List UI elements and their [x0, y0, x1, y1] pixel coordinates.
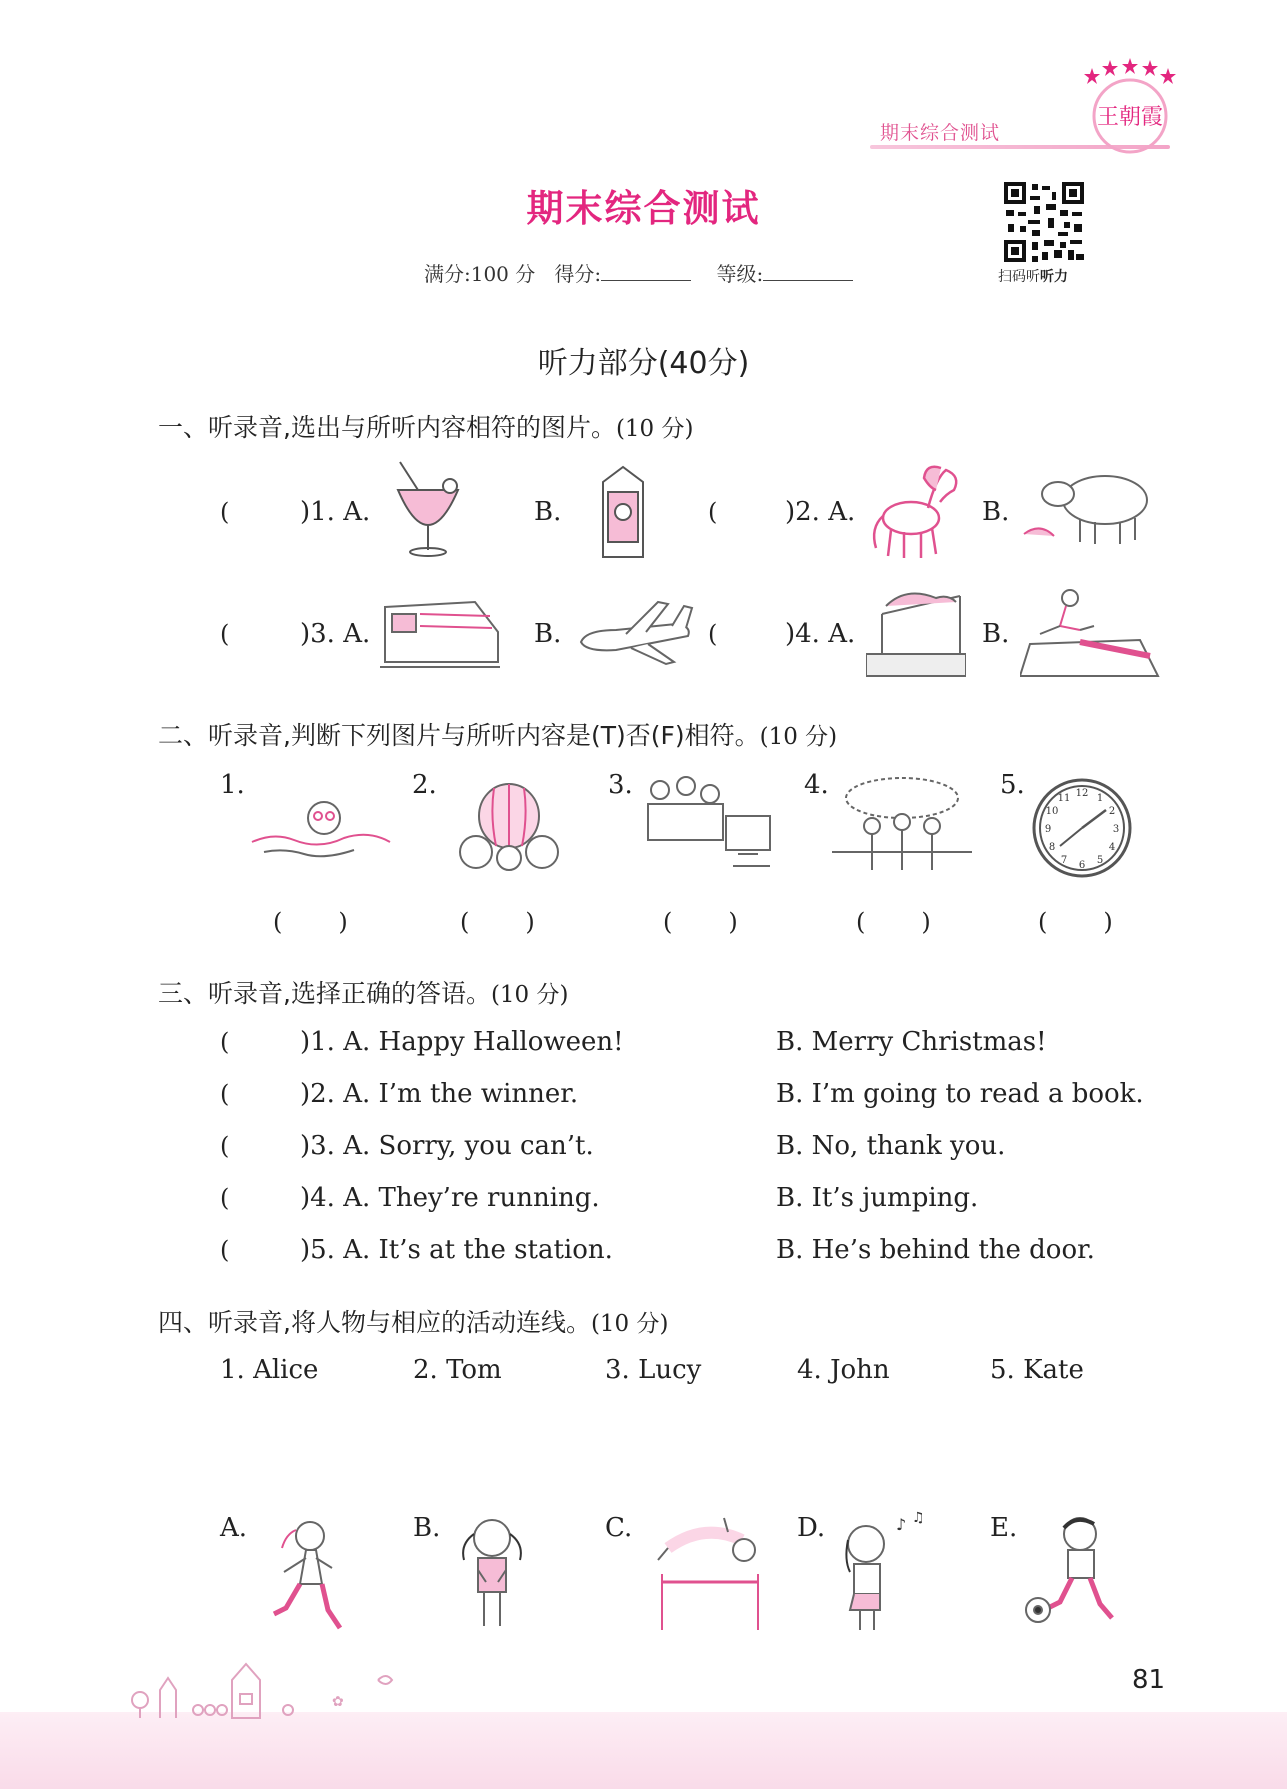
s4-name-3[interactable]: 3. Lucy — [605, 1355, 702, 1385]
s3-q4-a: )4. A. They’re running. — [300, 1183, 600, 1213]
s3-q3-a: )3. A. Sorry, you can’t. — [300, 1131, 594, 1161]
answer-paren-1-1[interactable]: ( — [220, 498, 230, 526]
s1-q4-num: )4. A. — [785, 619, 856, 649]
high-jump-icon — [866, 584, 966, 680]
s4-pic-b-label: B. — [413, 1513, 441, 1543]
svg-text:11: 11 — [1057, 793, 1071, 804]
s1-q3-b: B. — [534, 619, 562, 649]
svg-text:✿: ✿ — [332, 1694, 344, 1710]
s2-q5-num: 5. — [1000, 770, 1025, 800]
s4-pic-a-label: A. — [220, 1513, 248, 1543]
page-title: 期末综合测试 — [526, 186, 761, 230]
score-line — [424, 258, 853, 287]
svg-text:12: 12 — [1075, 788, 1089, 799]
answer-paren-3-2[interactable]: ( — [220, 1080, 230, 1108]
s4-pic-d-label: D. — [797, 1513, 826, 1543]
svg-text:10: 10 — [1045, 806, 1059, 817]
answer-paren-2-2[interactable]: ( ) — [460, 908, 535, 936]
party-group-icon — [832, 774, 972, 874]
s3-q4-b: B. It’s jumping. — [776, 1183, 979, 1213]
s3-q5-a: )5. A. It’s at the station. — [300, 1235, 613, 1265]
score-label: 得分: — [554, 262, 602, 286]
s3-q2-a: )2. A. I’m the winner. — [300, 1079, 579, 1109]
answer-paren-1-3[interactable]: ( — [220, 620, 230, 648]
long-jump-icon — [1020, 586, 1160, 680]
s3-q5-b: B. He’s behind the door. — [776, 1235, 1095, 1265]
milk-carton-icon — [598, 462, 648, 562]
clock-icon — [1030, 776, 1134, 880]
horse-icon — [866, 458, 966, 563]
answer-paren-3-4[interactable]: ( — [220, 1184, 230, 1212]
s3-q1-b: B. Merry Christmas! — [776, 1027, 1047, 1057]
s4-pic-e-label: E. — [990, 1513, 1018, 1543]
girl-standing-icon[interactable] — [450, 1514, 534, 1634]
section-2-title: 二、听录音,判断下列图片与所听内容是(T)否(F)相符。(10 分) — [158, 721, 838, 750]
s4-name-2[interactable]: 2. Tom — [413, 1355, 502, 1385]
grade-label: 等级: — [716, 262, 764, 286]
airplane-icon — [576, 594, 696, 670]
juice-glass-icon — [388, 460, 468, 560]
s2-q1-num: 1. — [220, 770, 245, 800]
svg-text:2: 2 — [1108, 806, 1116, 817]
swimmer-icon — [244, 792, 394, 872]
svg-text:9: 9 — [1044, 824, 1052, 835]
s3-q1-a: )1. A. Happy Halloween! — [300, 1027, 624, 1057]
s1-q1-b: B. — [534, 497, 562, 527]
answer-paren-2-4[interactable]: ( ) — [856, 908, 931, 936]
qr-code-icon[interactable] — [1004, 182, 1084, 262]
family-tv-icon — [638, 774, 778, 874]
boy-football-icon[interactable] — [1020, 1512, 1124, 1628]
footer-band — [0, 1712, 1287, 1789]
svg-text:♪: ♪ — [896, 1515, 907, 1534]
brand-text: 王朝霞 — [1096, 105, 1164, 130]
s2-q3-num: 3. — [608, 770, 633, 800]
girl-singing-icon[interactable] — [836, 1510, 932, 1634]
answer-paren-3-3[interactable]: ( — [220, 1132, 230, 1160]
s1-q2-b: B. — [982, 497, 1010, 527]
svg-text:1: 1 — [1096, 793, 1104, 804]
answer-paren-2-5[interactable]: ( ) — [1038, 908, 1113, 936]
listening-part-title: 听力部分(40分) — [537, 346, 750, 381]
s3-q3-b: B. No, thank you. — [776, 1131, 1006, 1161]
section-4-title: 四、听录音,将人物与相应的活动连线。(10 分) — [158, 1308, 669, 1337]
section-1-title: 一、听录音,选出与所听内容相符的图片。(10 分) — [158, 413, 694, 442]
s2-q4-num: 4. — [804, 770, 829, 800]
answer-paren-1-4[interactable]: ( — [708, 620, 718, 648]
s4-name-4[interactable]: 4. John — [797, 1355, 890, 1385]
s1-q3-num: )3. A. — [300, 619, 371, 649]
girl-running-icon[interactable] — [266, 1518, 346, 1634]
s1-q4-b: B. — [982, 619, 1010, 649]
train-icon — [380, 592, 500, 672]
grade-blank[interactable] — [763, 262, 853, 281]
sheep-icon — [1020, 462, 1160, 552]
running-header: 期末综合测试 — [880, 122, 1001, 144]
svg-text:5: 5 — [1096, 855, 1104, 866]
answer-paren-2-3[interactable]: ( ) — [663, 908, 738, 936]
fruits-icon — [454, 776, 564, 872]
svg-text:♫: ♫ — [912, 1510, 925, 1526]
castle-decoration-icon — [120, 1650, 400, 1720]
svg-text:8: 8 — [1048, 842, 1056, 853]
svg-text:3: 3 — [1112, 824, 1120, 835]
s3-q2-b: B. I’m going to read a book. — [776, 1079, 1144, 1109]
s1-q1-num: )1. A. — [300, 497, 371, 527]
s4-name-5[interactable]: 5. Kate — [990, 1355, 1084, 1385]
s4-pic-c-label: C. — [605, 1513, 633, 1543]
s2-q2-num: 2. — [412, 770, 437, 800]
answer-paren-2-1[interactable]: ( ) — [273, 908, 348, 936]
score-blank[interactable] — [601, 262, 691, 281]
qr-caption: 扫码听听力 — [998, 269, 1068, 285]
answer-paren-3-1[interactable]: ( — [220, 1028, 230, 1056]
boy-high-jump-icon[interactable] — [654, 1514, 768, 1632]
brand-logo-icon — [1068, 58, 1186, 158]
answer-paren-1-2[interactable]: ( — [708, 498, 718, 526]
answer-paren-3-5[interactable]: ( — [220, 1236, 230, 1264]
svg-text:4: 4 — [1108, 842, 1116, 853]
section-3-title: 三、听录音,选择正确的答语。(10 分) — [158, 979, 569, 1008]
page-number: 81 — [1132, 1665, 1166, 1695]
full-score-label: 满分:100 分 — [424, 262, 536, 286]
svg-text:6: 6 — [1078, 860, 1086, 871]
s4-name-1[interactable]: 1. Alice — [220, 1355, 319, 1385]
s1-q2-num: )2. A. — [785, 497, 856, 527]
svg-text:7: 7 — [1060, 855, 1068, 866]
